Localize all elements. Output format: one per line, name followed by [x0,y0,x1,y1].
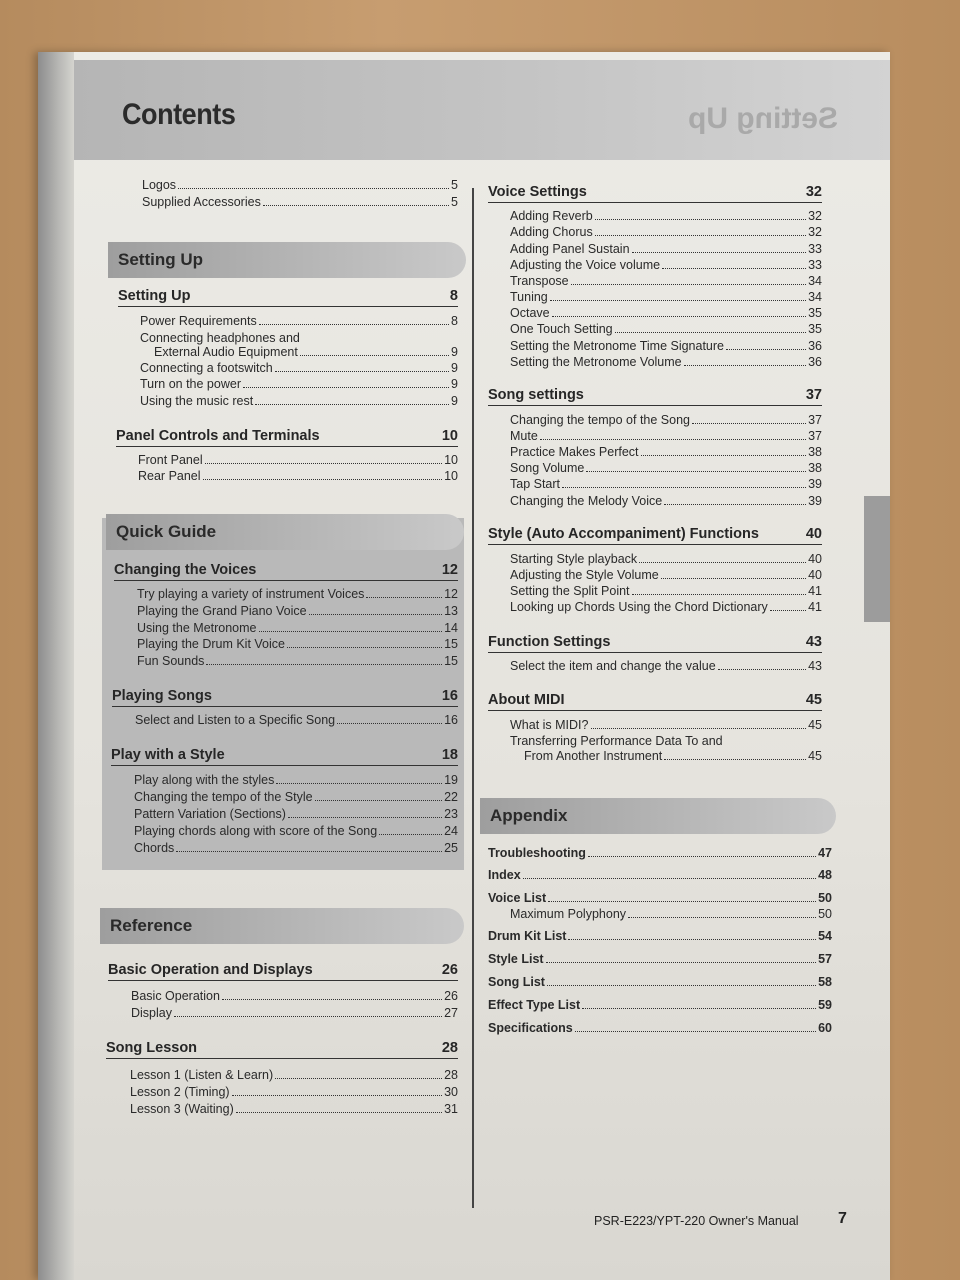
entry-page: 9 [451,361,458,375]
toc-heading[interactable] [488,634,822,653]
entry-label: Lesson 1 (Listen & Learn) [130,1068,274,1082]
heading-label: Setting Up [118,288,191,304]
heading-label: Song settings [488,387,584,403]
entry-label: Lesson 2 (Timing) [130,1085,230,1099]
toc-entry[interactable] [510,429,822,443]
entry-label: Connecting a footswitch [140,361,273,375]
entry-page: 33 [808,258,822,272]
toc-entry[interactable] [140,377,458,391]
entry-label: Try playing a variety of instrument Voices [137,587,365,601]
toc-entry[interactable] [510,584,822,598]
footer-manual-title: PSR-E223/YPT-220 Owner's Manual [594,1214,799,1228]
toc-heading[interactable] [118,288,458,307]
heading-label: About MIDI [488,692,565,708]
heading-page: 43 [805,634,822,650]
entry-label: One Touch Setting [510,322,613,336]
entry-label: Select the item and change the value [510,659,716,673]
entry-page: 34 [808,290,822,304]
bleed-through-title: Setting Up [688,102,838,135]
entry-page: 32 [808,209,822,223]
entry-label: Transferring Performance Data To and [510,734,723,748]
heading-page: 8 [449,288,458,304]
entry-label: Adjusting the Style Volume [510,568,659,582]
entry-page: 38 [808,445,822,459]
entry-page: 45 [808,718,822,732]
entry-page: 58 [818,975,832,989]
entry-page: 5 [451,195,458,209]
toc-entry[interactable] [510,355,822,369]
heading-page: 12 [441,562,458,578]
entry-page: 25 [444,841,458,855]
toc-entry[interactable] [130,1068,458,1082]
entry-label: Song Volume [510,461,585,475]
entry-page: 34 [808,274,822,288]
heading-label: Voice Settings [488,184,587,200]
entry-label: Adding Chorus [510,225,593,239]
toc-entry[interactable] [510,568,822,582]
heading-page: 32 [805,184,822,200]
section-header-quick-guide: Quick Guide [106,514,464,550]
toc-entry[interactable] [138,469,458,483]
toc-entry[interactable] [524,749,822,763]
entry-label: Practice Makes Perfect [510,445,639,459]
heading-label: Panel Controls and Terminals [116,428,320,444]
toc-entry[interactable] [510,258,822,272]
toc-entry[interactable] [140,394,458,408]
entry-label: Effect Type List [488,998,581,1012]
heading-label: Changing the Voices [114,562,257,578]
entry-page: 19 [444,773,458,787]
entry-page: 41 [808,584,822,598]
heading-label: Function Settings [488,634,611,650]
entry-page: 41 [808,600,822,614]
entry-label: Logos [142,178,177,192]
entry-page: 35 [808,322,822,336]
page-tab-marker [864,496,890,622]
entry-page: 47 [818,846,832,860]
heading-label: Play with a Style [111,747,225,763]
entry-label: Pattern Variation (Sections) [134,807,286,821]
entry-label: Style List [488,952,544,966]
entry-page: 23 [444,807,458,821]
entry-page: 5 [451,178,458,192]
toc-heading[interactable] [488,526,822,545]
entry-label: Using the Metronome [137,621,257,635]
toc-entry[interactable] [510,600,822,614]
entry-label: Setting the Metronome Time Signature [510,339,725,353]
toc-entry[interactable] [510,274,822,288]
entry-label: Playing the Grand Piano Voice [137,604,307,618]
page-title: Contents [122,98,236,131]
entry-page: 10 [444,453,458,467]
entry-label: Connecting headphones and [140,331,300,345]
entry-page: 31 [444,1102,458,1116]
manual-page [38,52,890,1280]
entry-page: 13 [444,604,458,618]
entry-page: 50 [818,891,832,905]
toc-heading[interactable] [116,428,458,447]
entry-page: 24 [444,824,458,838]
toc-entry[interactable] [488,1021,832,1035]
entry-label: Adjusting the Voice volume [510,258,661,272]
footer-page-number: 7 [838,1210,847,1227]
entry-label: Octave [510,306,550,320]
entry-label: Turn on the power [140,377,241,391]
entry-label: Setting the Split Point [510,584,630,598]
toc-entry[interactable] [137,654,458,668]
toc-heading[interactable] [108,962,458,981]
entry-label: Voice List [488,891,547,905]
toc-entry[interactable] [130,1102,458,1116]
entry-page: 38 [808,461,822,475]
entry-page: 59 [818,998,832,1012]
entry-label: Adding Panel Sustain [510,242,630,256]
entry-label: Changing the Melody Voice [510,494,663,508]
toc-entry[interactable] [131,1006,458,1020]
heading-page: 45 [805,692,822,708]
heading-page: 40 [805,526,822,542]
toc-entry[interactable] [510,242,822,256]
toc-heading[interactable] [111,747,458,766]
entry-label: Drum Kit List [488,929,567,943]
toc-entry[interactable] [488,846,832,860]
entry-label: Maximum Polyphony [510,907,627,921]
entry-label: Play along with the styles [134,773,275,787]
section-header-setting-up: Setting Up [108,242,466,278]
entry-label: Rear Panel [138,469,201,483]
entry-label: Mute [510,429,538,443]
entry-page: 40 [808,568,822,582]
toc-entry[interactable] [510,413,822,427]
toc-entry[interactable] [510,659,822,673]
entry-label: Transpose [510,274,569,288]
toc-entry[interactable] [510,477,822,491]
toc-entry[interactable] [510,552,822,566]
entry-page: 50 [818,907,832,921]
entry-page: 26 [444,989,458,1003]
toc-entry[interactable] [134,773,458,787]
heading-page: 26 [441,962,458,978]
entry-page: 48 [818,868,832,882]
toc-entry[interactable] [510,445,822,459]
heading-page: 10 [441,428,458,444]
heading-page: 16 [441,688,458,704]
entry-label: Chords [134,841,175,855]
entry-page: 12 [444,587,458,601]
entry-page: 36 [808,339,822,353]
heading-page: 18 [441,747,458,763]
toc-entry[interactable] [510,209,822,223]
toc-entry[interactable] [488,868,832,882]
entry-label: Adding Reverb [510,209,593,223]
entry-label: Tuning [510,290,548,304]
entry-page: 16 [444,713,458,727]
toc-entry[interactable] [142,195,458,209]
entry-page: 15 [444,637,458,651]
entry-page: 37 [808,413,822,427]
heading-label: Song Lesson [106,1040,198,1056]
entry-label: Playing chords along with score of the Song [134,824,378,838]
entry-page: 43 [808,659,822,673]
section-header-reference: Reference [100,908,464,944]
toc-entry[interactable] [137,637,458,651]
entry-page: 9 [451,345,458,359]
entry-label: Display [131,1006,172,1020]
entry-page: 45 [808,749,822,763]
toc-entry[interactable] [130,1085,458,1099]
heading-page: 28 [441,1040,458,1056]
entry-page: 28 [444,1068,458,1082]
toc-entry[interactable] [510,718,822,732]
entry-label: Supplied Accessories [142,195,261,209]
toc-entry[interactable] [510,494,822,508]
column-divider [472,188,474,1208]
toc-heading[interactable] [488,692,822,711]
entry-page: 54 [818,929,832,943]
entry-label: Specifications [488,1021,573,1035]
entry-label: Using the music rest [140,394,254,408]
entry-label: Basic Operation [131,989,220,1003]
entry-page: 35 [808,306,822,320]
entry-label: Index [488,868,521,882]
toc-entry[interactable] [510,461,822,475]
toc-heading[interactable] [106,1040,458,1059]
entry-page: 9 [451,394,458,408]
entry-page: 30 [444,1085,458,1099]
entry-label: Power Requirements [140,314,257,328]
entry-label: Starting Style playback [510,552,638,566]
entry-page: 22 [444,790,458,804]
page-spine [38,52,74,1280]
entry-label: Changing the tempo of the Style [134,790,313,804]
toc-entry[interactable] [134,841,458,855]
toc-entry[interactable] [488,975,832,989]
entry-label: From Another Instrument [524,749,663,763]
entry-page: 36 [808,355,822,369]
toc-entry[interactable] [134,824,458,838]
toc-entry[interactable] [138,453,458,467]
toc-entry[interactable] [134,790,458,804]
entry-label: Tap Start [510,477,561,491]
toc-heading[interactable] [114,562,458,581]
toc-entry[interactable] [137,621,458,635]
toc-entry[interactable] [154,345,458,359]
toc-entry[interactable] [488,891,832,905]
toc-entry[interactable] [134,807,458,821]
entry-page: 10 [444,469,458,483]
toc-entry[interactable] [131,989,458,1003]
heading-page: 37 [805,387,822,403]
entry-label: Song List [488,975,545,989]
entry-page: 33 [808,242,822,256]
toc-entry[interactable] [137,587,458,601]
toc-entry[interactable] [510,225,822,239]
heading-label: Playing Songs [112,688,212,704]
toc-entry[interactable] [140,361,458,375]
entry-label: Front Panel [138,453,203,467]
toc-entry[interactable] [135,713,458,727]
entry-page: 8 [451,314,458,328]
heading-label: Basic Operation and Displays [108,962,313,978]
entry-label: External Audio Equipment [154,345,298,359]
toc-entry[interactable] [510,306,822,320]
toc-entry[interactable] [142,178,458,192]
section-header-appendix: Appendix [480,798,836,834]
entry-page: 15 [444,654,458,668]
entry-page: 27 [444,1006,458,1020]
entry-label: Changing the tempo of the Song [510,413,690,427]
toc-entry[interactable] [510,907,832,921]
entry-page: 9 [451,377,458,391]
entry-page: 39 [808,477,822,491]
heading-label: Style (Auto Accompaniment) Functions [488,526,759,542]
entry-label: What is MIDI? [510,718,589,732]
toc-entry[interactable] [510,290,822,304]
toc-entry[interactable] [510,322,822,336]
toc-heading[interactable] [488,387,822,406]
entry-page: 32 [808,225,822,239]
entry-page: 37 [808,429,822,443]
entry-page: 57 [818,952,832,966]
toc-heading[interactable] [488,184,822,203]
entry-label: Fun Sounds [137,654,205,668]
entry-page: 14 [444,621,458,635]
entry-label: Troubleshooting [488,846,586,860]
toc-entry[interactable] [140,331,458,345]
entry-page: 40 [808,552,822,566]
entry-label: Lesson 3 (Waiting) [130,1102,234,1116]
entry-label: Playing the Drum Kit Voice [137,637,285,651]
entry-page: 60 [818,1021,832,1035]
toc-entry[interactable] [488,998,832,1012]
entry-label: Setting the Metronome Volume [510,355,682,369]
toc-entry[interactable] [488,929,832,943]
toc-entry[interactable] [510,339,822,353]
toc-entry[interactable] [510,734,822,748]
toc-entry[interactable] [137,604,458,618]
entry-page: 39 [808,494,822,508]
toc-heading[interactable] [112,688,458,707]
toc-entry[interactable] [140,314,458,328]
entry-label: Looking up Chords Using the Chord Dictionary [510,600,768,614]
toc-entry[interactable] [488,952,832,966]
entry-label: Select and Listen to a Specific Song [135,713,336,727]
